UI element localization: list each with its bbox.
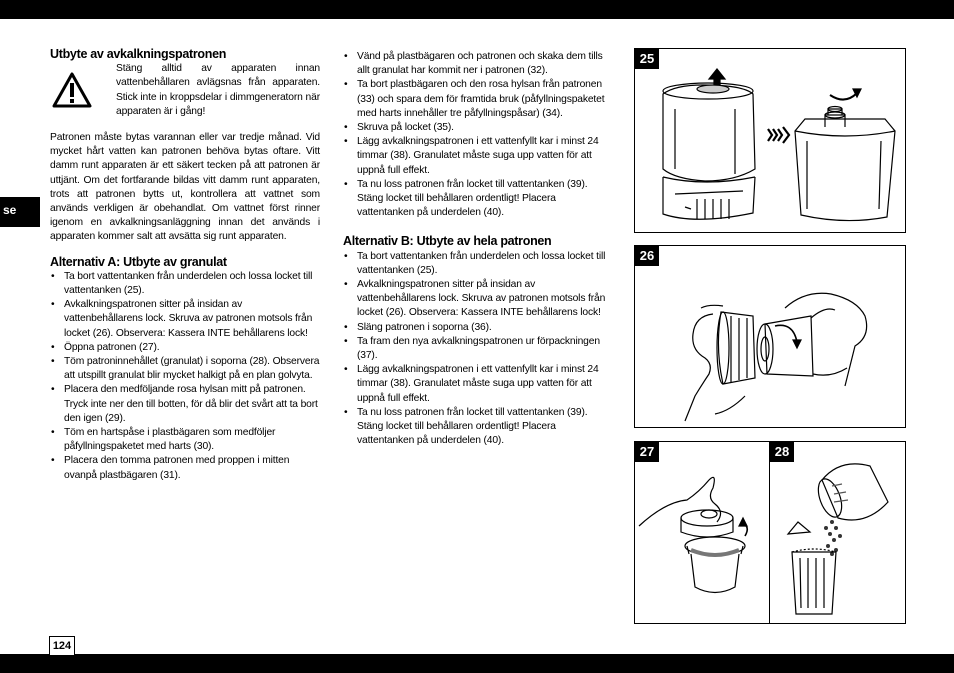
illustration-remove-tank bbox=[635, 49, 905, 232]
list-alternative-a-continued bbox=[343, 50, 615, 220]
heading-replace-cartridge: Utbyte av avkalkningspatronen bbox=[50, 47, 227, 61]
figure-number: 28 bbox=[770, 442, 794, 462]
page-number: 124 bbox=[49, 636, 75, 655]
figure-28 bbox=[769, 441, 906, 624]
language-tab: se bbox=[0, 197, 40, 227]
list-item: • Ta bort plastbägaren och den rosa hylsan från patronen (33) och spara dem för framtida bruk (påfyllningspaketet med harts innehåller tre påfyllningspåsar) (34). bbox=[343, 78, 615, 121]
list-item: • Skruva på locket (35). bbox=[343, 121, 615, 135]
list-item: • Ta fram den nya avkalkningspatronen ur förpackningen (37). bbox=[343, 335, 615, 363]
list-item: • Lägg avkalkningspatronen i ett vattenfyllt kar i minst 24 timmar (38). Granulatet måste suga upp vatten för att uppnå full effekt. bbox=[343, 363, 615, 406]
figure-26 bbox=[634, 245, 906, 428]
list-item: • Töm en hartspåse i plastbägaren som medföljer påfyllningspaketet med harts (30). bbox=[50, 426, 320, 454]
figure-number: 25 bbox=[635, 49, 659, 69]
bottom-bar bbox=[0, 654, 954, 673]
figure-number: 27 bbox=[635, 442, 659, 462]
list-item: • Placera den medföljande rosa hylsan mitt på patronen. Tryck inte ner den till botten, för då blir det svårt att ta bort den igen (29). bbox=[50, 383, 320, 426]
column-middle bbox=[343, 50, 615, 448]
illustration-empty-granulate bbox=[770, 442, 905, 623]
list-item: • Avkalkningspatronen sitter på insidan av vattenbehållarens lock. Skruva av patronen motsols från locket (26). Observera: Kassera INTE behållarens lock! bbox=[50, 298, 320, 341]
list-item: • Avkalkningspatronen sitter på insidan av vattenbehållarens lock. Skruva av patronen motsols från locket (26). Observera: Kassera INTE behållarens lock! bbox=[343, 278, 615, 321]
list-item: • Lägg avkalkningspatronen i ett vattenfyllt kar i minst 24 timmar (38). Granulatet måste suga upp vatten för att uppnå full effekt. bbox=[343, 135, 615, 178]
illustration-unscrew-cartridge bbox=[635, 246, 905, 427]
list-item: • Töm patroninnehållet (granulat) i soporna (28). Observera att utspillt granulat blir mycket halkigt på en plan golvyta. bbox=[50, 355, 320, 383]
warning-icon bbox=[52, 72, 92, 108]
list-item: • Ta nu loss patronen från locket till vattentanken (39). Stäng locket till behållaren ordentligt! Placera vattentanken på underdelen (40). bbox=[343, 406, 615, 449]
list-item: • Ta nu loss patronen från locket till vattentanken (39). Stäng locket till behållaren ordentligt! Placera vattentanken på underdelen (40). bbox=[343, 178, 615, 221]
list-alternative-a bbox=[50, 270, 320, 483]
list-item: • Ta bort vattentanken från underdelen och lossa locket till vattentanken (25). bbox=[50, 270, 320, 298]
list-item: • Vänd på plastbägaren och patronen och skaka dem tills allt granulat har kommit ner i patronen (32). bbox=[343, 50, 615, 78]
heading-alternative-a: Alternativ A: Utbyte av granulat bbox=[50, 254, 227, 269]
figure-number: 26 bbox=[635, 246, 659, 266]
warning-block bbox=[50, 62, 320, 119]
column-left bbox=[50, 47, 320, 483]
warning-text: Stäng alltid av apparaten innan vattenbehållaren avlägsnas från apparaten. Stick inte in kroppsdelar i dimmgeneratorn när apparaten är i gång! bbox=[116, 63, 320, 117]
list-item: • Ta bort vattentanken från underdelen och lossa locket till vattentanken (25). bbox=[343, 250, 615, 278]
list-item: • Placera den tomma patronen med proppen i mitten ovanpå plastbägaren (31). bbox=[50, 454, 320, 482]
heading-alternative-b: Alternativ B: Utbyte av hela patronen bbox=[343, 234, 552, 249]
intro-paragraph: Patronen måste bytas varannan eller var tredje månad. Vid mycket hårt vatten kan patronen behöva bytas oftare. Vitt damm runt apparaten är ett säkert tecken på att patronen är uttjänt. Om det fortfarande bildas vitt damm runt apparaten, trots att patronen bytts ut, kontrollera att vattnet som används verkligen är obehandlat. Om vattnet först rinner igenom en avkalkningsanläggning innan det används i apparaten kommer salt att avsätta sig runt apparaten. bbox=[50, 132, 320, 243]
figure-27 bbox=[634, 441, 770, 624]
list-item: • Öppna patronen (27). bbox=[50, 341, 320, 355]
illustration-open-cartridge bbox=[635, 442, 769, 623]
top-bar bbox=[0, 0, 954, 19]
list-item: • Släng patronen i soporna (36). bbox=[343, 321, 615, 335]
figure-25 bbox=[634, 48, 906, 233]
list-alternative-b bbox=[343, 250, 615, 449]
